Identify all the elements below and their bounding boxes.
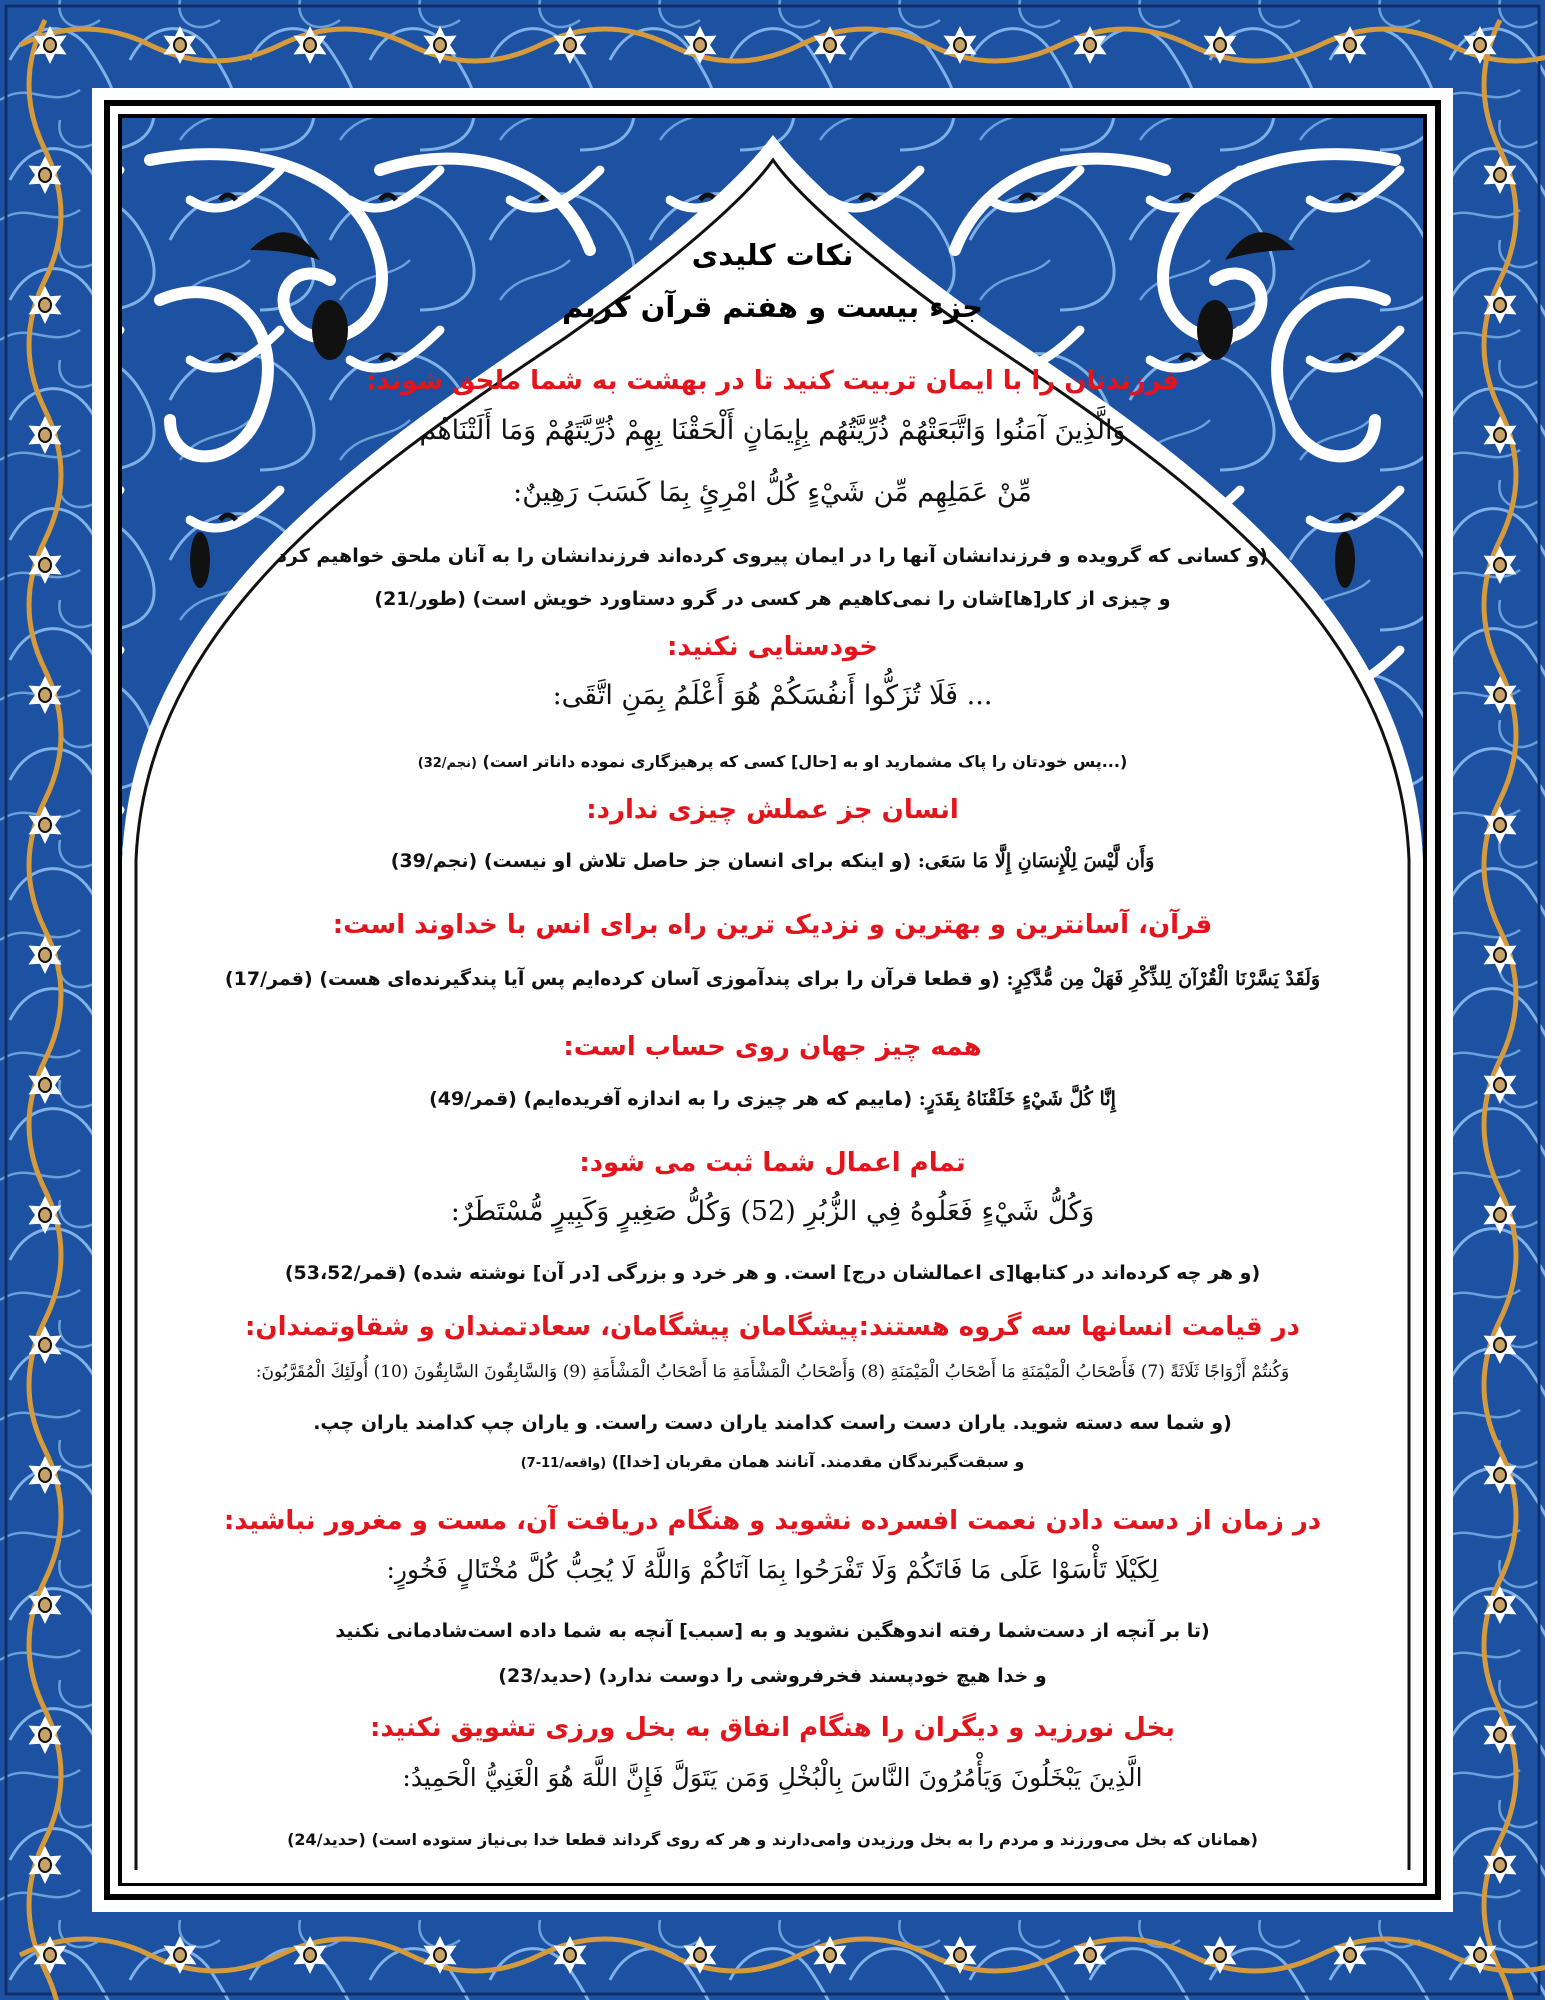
ayah-line: لِكَيْلَا تَأْسَوْا عَلَى مَا فَاتَكُمْ وَلَا تَفْرَحُوا بِمَا آتَاكُمْ وَاللَّهُ لَا يُحِبُّ كُلَّ مُخْتَالٍ فَخُورٍ: bbox=[386, 1555, 1159, 1584]
ayah-translation-line bbox=[150, 1088, 1395, 1110]
verse-reference: (قمر/17) bbox=[224, 968, 313, 990]
translation-line: (و کسانی که گرویده و فرزندانشان آنها را در ایمان پیروی کرده‌اند فرزندانشان را به آنان ملحق خواهیم کرد bbox=[277, 545, 1268, 567]
section-heading: همه چیز جهان روی حساب است: bbox=[563, 1032, 982, 1062]
translation-line bbox=[150, 1452, 1395, 1471]
section-heading: تمام اعمال شما ثبت می شود: bbox=[579, 1148, 966, 1178]
verse-reference: (حدید/23) bbox=[498, 1665, 592, 1687]
translation-line: (و شما سه دسته شوید. یاران دست راست کدامند یاران دست راست. و یاران چپ کدامند یاران چپ. bbox=[313, 1412, 1232, 1434]
translation-line bbox=[150, 1262, 1395, 1284]
translation-text: (و هر چه کرده‌اند در کتابها[ی اعمالشان درج] است. و هر خرد و بزرگی [در آن] نوشته شده) bbox=[412, 1262, 1261, 1284]
page-title: نکات کلیدی bbox=[691, 238, 854, 272]
ayah-line: الَّذِينَ يَبْخَلُونَ وَيَأْمُرُونَ النَّاسَ بِالْبُخْلِ وَمَن يَتَوَلَّ فَإِنَّ اللَّهَ هُوَ الْغَنِيُّ الْحَمِيدُ: bbox=[402, 1763, 1143, 1792]
translation-line bbox=[150, 1665, 1395, 1687]
translation-line bbox=[150, 752, 1395, 771]
section-heading: انسان جز عملش چیزی ندارد: bbox=[586, 795, 959, 825]
verse-reference: (حدید/24) bbox=[287, 1830, 366, 1849]
verse-reference: (قمر/53،52) bbox=[284, 1262, 407, 1284]
ayah-line: وَكُلُّ شَيْءٍ فَعَلُوهُ فِي الزُّبُرِ (52) وَكُلُّ صَغِيرٍ وَكَبِيرٍ مُّسْتَطَرٌ: bbox=[450, 1196, 1095, 1227]
translation-text: و چیزی از کار[ها]شان را نمی‌کاهیم هر کسی در گرو دستاورد خویش است) bbox=[472, 588, 1171, 610]
verse-reference: (طور/21) bbox=[374, 588, 466, 610]
translation-text: (و قطعا قرآن را برای پندآموزی آسان کرده‌ایم پس آیا پندگیرنده‌ای هست) bbox=[319, 968, 1000, 990]
ayah-line: مِّنْ عَمَلِهِم مِّن شَيْءٍ كُلُّ امْرِئٍ بِمَا كَسَبَ رَهِينٌ: bbox=[513, 477, 1032, 508]
section-heading: فرزندتان را با ایمان تربیت کنید تا در بهشت به شما ملحق شوند: bbox=[366, 366, 1179, 396]
translation-text: و خدا هیچ خودپسند فخرفروشی را دوست ندارد) bbox=[598, 1665, 1047, 1687]
section-heading: خودستایی نکنید: bbox=[667, 632, 878, 662]
ayah-line: وَكُنتُمْ أَزْوَاجًا ثَلَاثَةً (7) فَأَصْحَابُ الْمَيْمَنَةِ مَا أَصْحَابُ الْمَيْمَنَةِ (8) وَأَصْحَابُ الْمَشْأَمَةِ مَا أَصْحَابُ الْمَشْأَمَةِ (9) وَالسَّابِقُونَ السَّابِقُونَ (10) أُولَئِكَ الْمُقَرَّبُونَ: bbox=[255, 1362, 1290, 1382]
translation-text: (همانان که بخل می‌ورزند و مردم را به بخل ورزیدن وامی‌دارند و هر که روی گرداند قطعا خدا بی‌نیاز ستوده است) bbox=[371, 1830, 1258, 1849]
ayah-text: وَلَقَدْ يَسَّرْنَا الْقُرْآنَ لِلذِّكْرِ فَهَلْ مِن مُّدَّكِرٍ: bbox=[1006, 968, 1321, 990]
section-heading: در زمان از دست دادن نعمت افسرده نشوید و هنگام دریافت آن، مست و مغرور نباشید: bbox=[223, 1506, 1322, 1536]
page-subtitle: جزء بیست و هفتم قرآن کریم bbox=[561, 290, 984, 324]
verse-reference: (نجم/32) bbox=[417, 756, 477, 771]
document-content bbox=[150, 0, 1395, 2000]
ayah-translation-line bbox=[150, 850, 1395, 872]
ayah-text: وَأَن لَّيْسَ لِلْإِنسَانِ إِلَّا مَا سَعَى: bbox=[917, 850, 1155, 872]
ayah-text: إِنَّا كُلَّ شَيْءٍ خَلَقْنَاهُ بِقَدَرٍ: bbox=[918, 1088, 1116, 1110]
translation-text: (ماییم که هر چیزی را به اندازه آفریده‌ایم) bbox=[523, 1088, 913, 1110]
translation-line bbox=[150, 588, 1395, 610]
section-heading: قرآن، آسانترین و بهترین و نزدیک ترین راه برای انس با خداوند است: bbox=[332, 910, 1213, 940]
ayah-line: ... فَلَا تُزَكُّوا أَنفُسَكُمْ هُوَ أَعْلَمُ بِمَنِ اتَّقَى: bbox=[552, 680, 993, 711]
section-heading: بخل نورزید و دیگران را هنگام انفاق به بخل ورزی تشویق نکنید: bbox=[370, 1713, 1175, 1743]
verse-reference: (نجم/39) bbox=[390, 850, 478, 872]
section-heading: در قیامت انسانها سه گروه هستند:پیشگامان پیشگامان، سعادتمندان و شقاوتمندان: bbox=[244, 1312, 1301, 1342]
ayah-translation-line bbox=[150, 968, 1395, 990]
verse-reference: (واقعه/11-7) bbox=[520, 1456, 607, 1471]
translation-line bbox=[150, 1830, 1395, 1849]
translation-text: (و اینکه برای انسان جز حاصل تلاش او نیست) bbox=[483, 850, 912, 872]
translation-text: و سبقت‌گیرندگان مقدمند. آنانند همان مقربان [خدا]) bbox=[611, 1452, 1025, 1471]
translation-text: (...پس خودتان را پاک مشمارید او به [حال] کسی که پرهیزگاری نموده داناتر است) bbox=[482, 752, 1128, 771]
ayah-line: وَالَّذِينَ آمَنُوا وَاتَّبَعَتْهُمْ ذُرِّيَّتُهُم بِإِيمَانٍ أَلْحَقْنَا بِهِمْ ذُرِّيَّتَهُمْ وَمَا أَلَتْنَاهُم bbox=[419, 415, 1126, 446]
verse-reference: (قمر/49) bbox=[429, 1088, 517, 1110]
translation-line: (تا بر آنچه از دست‌شما رفته اندوهگین نشوید و به [سبب] آنچه به شما داده است‌شادمانی نکنید bbox=[335, 1620, 1210, 1642]
